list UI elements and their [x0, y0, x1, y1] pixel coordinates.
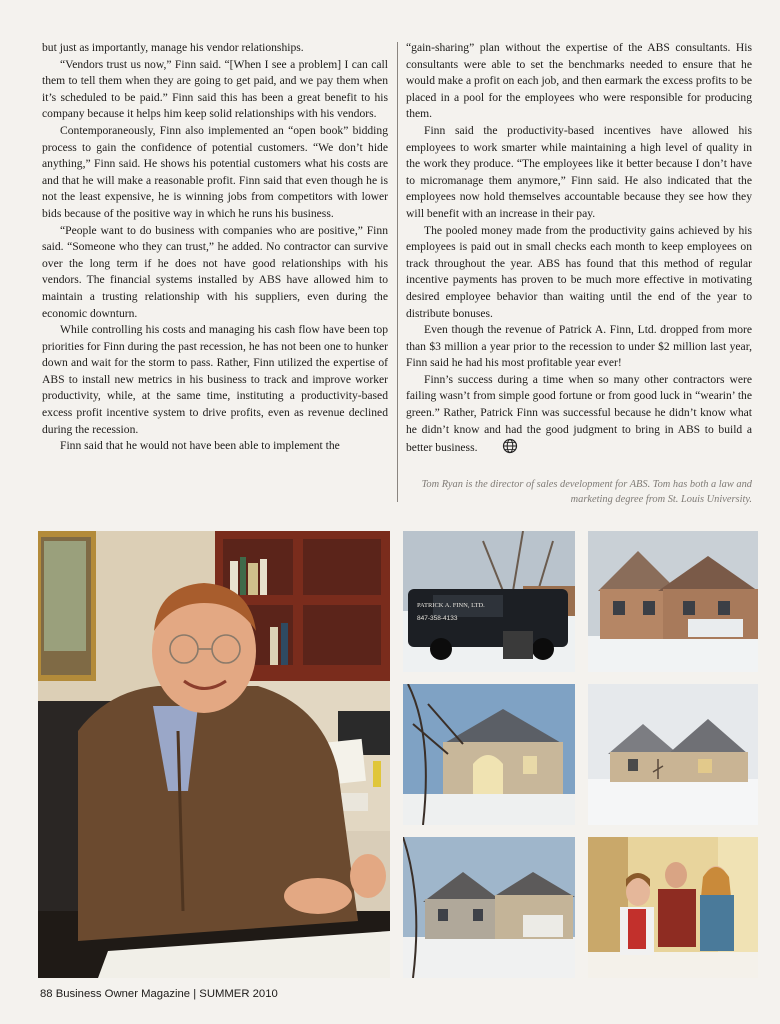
article-column-right	[406, 40, 752, 457]
van-phone-sign: 847-358-4133	[417, 615, 458, 622]
photo-snowy-house	[588, 684, 758, 825]
paragraph: “Vendors trust us now,” Finn said. “[When I see a problem] I can call them to tell them when they are going to get paid, and we pay them when it’s scheduled to be paid.” Finn said this has been a great benefit to his company because it helps him keep solid relationships with his vendors.	[42, 57, 388, 121]
page-footer: 88 Business Owner Magazine | SUMMER 2010	[40, 988, 278, 1000]
column-divider	[397, 42, 398, 502]
paragraph: “People want to do business with companies who are positive,” Finn said. “Someone who they can trust,” he added. No contractor can survive over the long term if he does not have good relationships with his vendors. The financial systems installed by ABS have allowed him to maintain a trusting relationship with his suppliers, even during the economic downturn.	[42, 223, 388, 320]
paragraph: Finn said the productivity-based incentives have allowed his employees to work smarter while maintaining a high level of quality in the work they produce. “The employees like it better because I don’t have to micromanage them anymore,” Finn said. He also indicated that the employees now hold themselves accountable because they see how they will benefit with an increase in their pay.	[406, 123, 752, 220]
photo-stone-house	[403, 684, 575, 825]
paragraph: While controlling his costs and managing his cash flow have been top priorities for Finn during the past recession, he has not been one to hunker down and wait for the storm to pass. Rather, Finn utilized the expertise of ABS to install new metrics in his business to track and improve worker productivity, while, at the same time, instituting a productivity-based excess profit incentive system to drive profits, even as revenue declined during the recession.	[42, 323, 388, 436]
paragraph: but just as importantly, manage his vendor relationships.	[42, 41, 304, 54]
photo-company-van	[403, 531, 575, 672]
paragraph: Contemporaneously, Finn also implemented an “open book” bidding process to gain the confidence of potential customers. “We don’t hide anything,” Finn said. He shows his potential customers what his costs are and that he will make a reasonable profit. Finn said that even though he is not the least expensive, he is winning jobs from competitors with lower bids because of the positive way in which he runs his business.	[42, 123, 388, 220]
globe-icon	[483, 438, 501, 454]
paragraph: The pooled money made from the productivity gains achieved by his employees is paid out in small checks each month to keep employees on track throughout the year. ABS has found that this method of regular incentive payments has proven to be much more effective in motivating desired employee behavior than waiting until the end of the year to distribute bonuses.	[406, 223, 752, 320]
article-column-left	[42, 40, 388, 455]
portrait-photo	[38, 531, 390, 978]
author-bio: Tom Ryan is the director of sales development for ABS. Tom has both a law and marketing degree from St. Louis University.	[421, 479, 752, 505]
paragraph: Finn said that he would not have been able to implement the	[60, 439, 340, 453]
van-company-sign: PATRICK A. FINN, LTD.	[417, 602, 485, 609]
paragraph: Finn’s success during a time when so many other contractors were failing wasn’t from simple good fortune or from good luck in “wearin’ the green.” Rather, Patrick Finn was successful because he didn’t know what he didn’t know and had the good judgment to bring in ABS to build a better business.	[406, 372, 752, 455]
paragraph: Even though the revenue of Patrick A. Finn, Ltd. dropped from more than $3 million a year prior to the recession to under $2 million last year, Finn said he had his most profitable year ever!	[406, 323, 752, 370]
paragraph: “gain-sharing” plan without the expertise of the ABS consultants. His consultants were able to set the benchmarks needed to ensure that he would make a profit on each job, and then earmark the excess profits to be placed in a pool for the employees who were responsible for producing them.	[406, 41, 752, 121]
photo-team-at-plans	[588, 837, 758, 978]
paragraph-final	[406, 372, 752, 457]
photo-brick-house	[588, 531, 758, 672]
photo-colonial-house	[403, 837, 575, 978]
